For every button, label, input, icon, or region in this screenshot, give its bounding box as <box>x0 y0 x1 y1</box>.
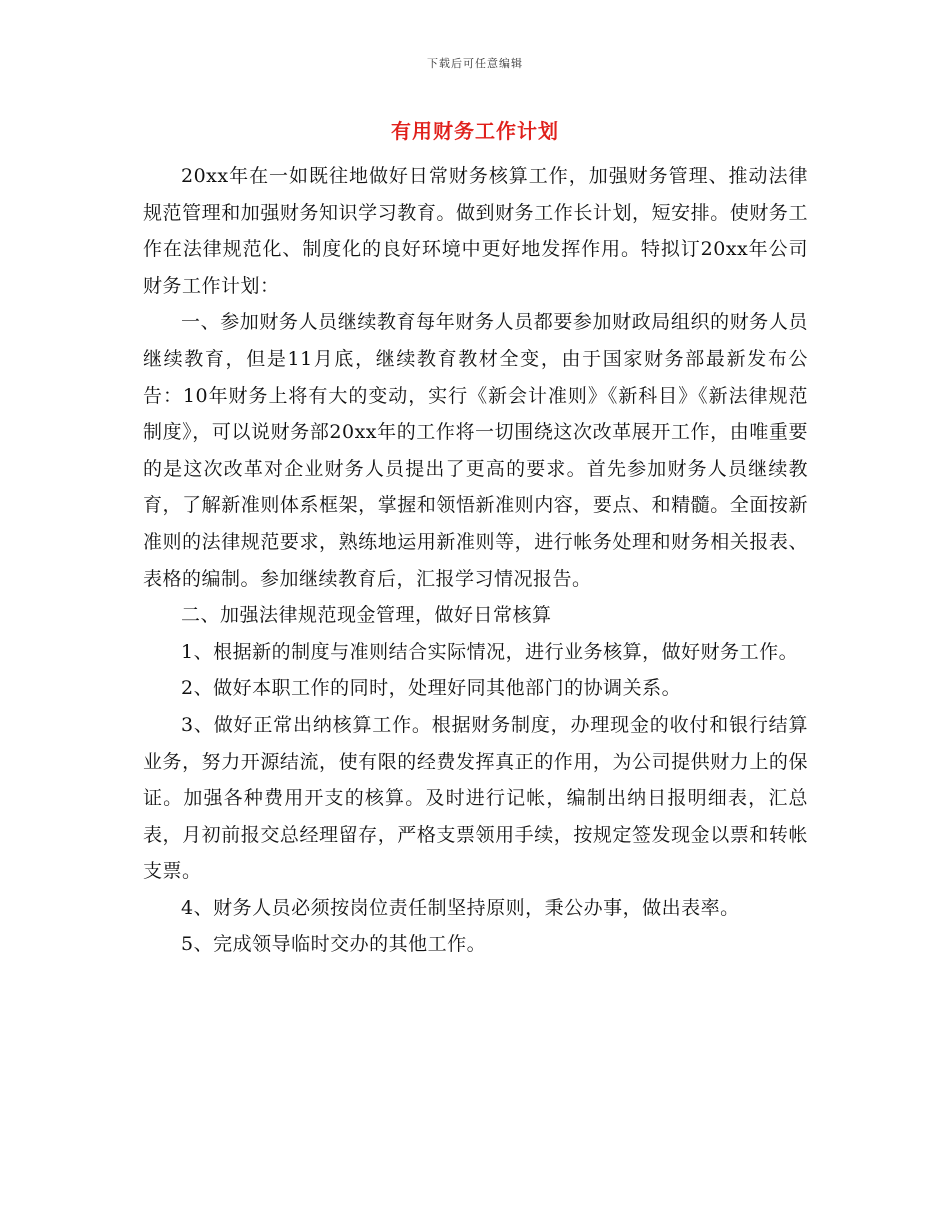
paragraph-item-2: 2、做好本职工作的同时，处理好同其他部门的协调关系。 <box>181 677 682 700</box>
paragraph-item-1: 1、根据新的制度与准则结合实际情况，进行业务核算，做好财务工作。 <box>181 640 799 663</box>
paragraph-section-2-heading: 二、加强法律规范现金管理，做好日常核算 <box>181 604 552 627</box>
page-header-note: 下载后可任意编辑 <box>427 57 523 70</box>
document-body <box>143 158 808 963</box>
paragraph-item-5: 5、完成领导临时交办的其他工作。 <box>181 933 487 956</box>
paragraph-item-4: 4、财务人员必须按岗位责任制坚持原则，秉公办事，做出表率。 <box>181 896 740 919</box>
paragraph-section-1: 一、参加财务人员继续教育每年财务人员都要参加财政局组织的财务人员继续教育，但是11月底，继续教育教材全变，由于国家财务部最新发布公告：10年财务上将有大的变动，实行《新会计准则》《新科目》《新法律规范制度》，可以说财务部20xx年的工作将一切围绕这次改革展开工作，由唯重要的是这次改革对企业财务人员提出了更高的要求。首先参加财务人员继续教育，了解新准则体系框架，掌握和领悟新准则内容，要点、和精髓。全面按新准则的法律规范要求，熟练地运用新准则等，进行帐务处理和财务相关报表、表格的编制。参加继续教育后，汇报学习情况报告。 <box>143 311 808 590</box>
paragraph-intro: 20xx年在一如既往地做好日常财务核算工作，加强财务管理、推动法律规范管理和加强财务知识学习教育。做到财务工作长计划，短安排。使财务工作在法律规范化、制度化的良好环境中更好地发挥作用。特拟订20xx年公司财务工作计划： <box>143 165 808 297</box>
paragraph-item-3: 3、做好正常出纳核算工作。根据财务制度，办理现金的收付和银行结算业务，努力开源结流，使有限的经费发挥真正的作用，为公司提供财力上的保证。加强各种费用开支的核算。及时进行记帐，编制出纳日报明细表，汇总表，月初前报交总经理留存，严格支票领用手续，按规定签发现金以票和转帐支票。 <box>143 713 808 883</box>
document-title: 有用财务工作计划 <box>391 119 559 143</box>
